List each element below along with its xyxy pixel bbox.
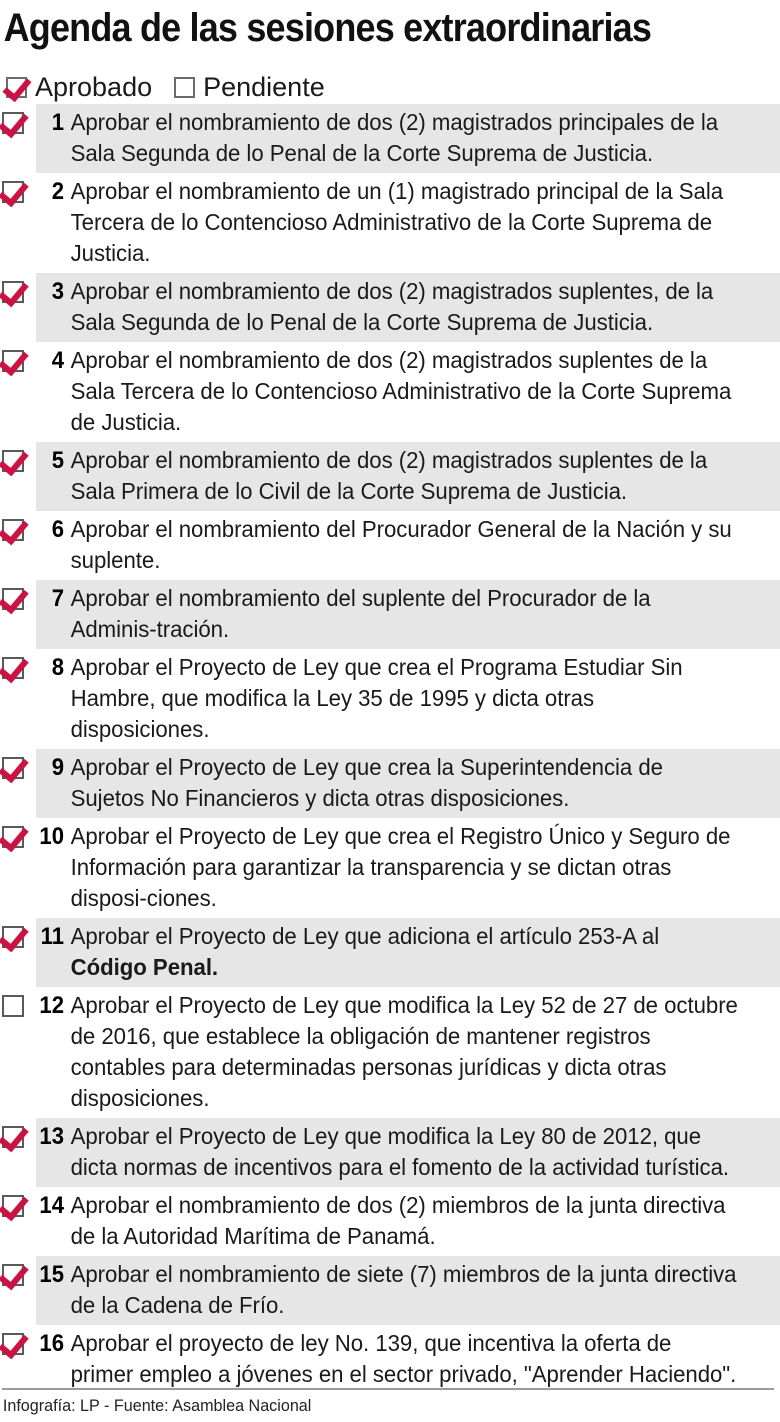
agenda-row-number: 13 bbox=[39, 1123, 64, 1150]
agenda-row-body bbox=[36, 818, 780, 918]
agenda-row-text: Aprobar el nombramiento de dos (2) magistrados suplentes, de la Sala Segunda de lo Penal de la Corte Suprema de Justicia. bbox=[70, 278, 714, 335]
footer-credit: Infografía: LP - Fuente: Asamblea Nacional bbox=[2, 1396, 312, 1415]
agenda-row-number: 2 bbox=[51, 178, 64, 205]
agenda-row-body bbox=[36, 511, 780, 580]
agenda-row-checkbox-cell bbox=[0, 342, 36, 372]
agenda-row-text: Aprobar el nombramiento del Procurador General de la Nación y su suplente. bbox=[70, 516, 732, 573]
legend-label-pendiente: Pendiente bbox=[203, 72, 325, 102]
agenda-row bbox=[0, 918, 780, 987]
agenda-row-text: Aprobar el Proyecto de Ley que crea el Registro Único y Seguro de Información para garantizar la transparencia y se dictan otras disposi-ciones. bbox=[70, 823, 731, 911]
agenda-row-text: Aprobar el nombramiento de dos (2) magistrados principales de la Sala Segunda de lo Penal de la Corte Suprema de Justicia. bbox=[70, 109, 719, 166]
agenda-row bbox=[0, 1187, 780, 1256]
agenda-row-number: 5 bbox=[51, 447, 64, 474]
checkbox-empty-icon bbox=[2, 995, 24, 1017]
agenda-row-text bbox=[64, 921, 739, 983]
checkbox-checked-icon bbox=[2, 519, 24, 541]
agenda-row-checkbox-cell bbox=[0, 649, 36, 679]
checkbox-empty-icon bbox=[174, 77, 195, 98]
checkbox-checked-icon bbox=[2, 1333, 24, 1355]
legend bbox=[0, 50, 780, 104]
agenda-row-text: Aprobar el nombramiento de dos (2) miembros de la junta directiva de la Autoridad Marítima de Panamá. bbox=[70, 1192, 726, 1249]
agenda-row bbox=[0, 1118, 780, 1187]
agenda-row bbox=[0, 987, 780, 1118]
agenda-row-body bbox=[36, 1325, 780, 1394]
agenda-row bbox=[0, 1256, 780, 1325]
checkbox-checked-icon bbox=[2, 350, 24, 372]
page-title: Agenda de las sesiones extraordinarias bbox=[3, 6, 652, 50]
agenda-row bbox=[0, 749, 780, 818]
legend-item-aprobado bbox=[6, 73, 152, 101]
checkbox-checked-icon bbox=[2, 1126, 24, 1148]
agenda-row-checkbox-cell bbox=[0, 918, 36, 948]
agenda-row bbox=[0, 442, 780, 511]
agenda-row bbox=[0, 104, 780, 173]
agenda-row-text: Aprobar el Proyecto de Ley que crea el Programa Estudiar Sin Hambre, que modifica la Ley 35 de 1995 y dicta otras disposiciones. bbox=[70, 654, 683, 742]
agenda-row-number: 14 bbox=[39, 1192, 64, 1219]
agenda-row-checkbox-cell bbox=[0, 273, 36, 303]
agenda-row-number: 12 bbox=[39, 992, 64, 1019]
agenda-row-body bbox=[36, 104, 780, 173]
agenda-row-number: 8 bbox=[51, 654, 64, 681]
agenda-row bbox=[0, 649, 780, 749]
agenda-row-checkbox-cell bbox=[0, 580, 36, 610]
agenda-row-text: Aprobar el nombramiento del suplente del Procurador de la Adminis-tración. bbox=[70, 585, 651, 642]
agenda-row bbox=[0, 173, 780, 273]
agenda-row-number: 9 bbox=[51, 754, 64, 781]
agenda-row-text: Aprobar el Proyecto de Ley que modifica la Ley 80 de 2012, que dicta normas de incentivos para el fomento de la actividad turística. bbox=[70, 1123, 729, 1180]
legend-item-pendiente bbox=[174, 73, 325, 101]
agenda-row-body bbox=[36, 1256, 780, 1325]
checkbox-checked-icon bbox=[2, 281, 24, 303]
agenda-row-number: 7 bbox=[51, 585, 64, 612]
agenda-row-text: Aprobar el nombramiento de dos (2) magistrados suplentes de la Sala Tercera de lo Contencioso Administrativo de la Corte Suprema de Justicia. bbox=[70, 347, 732, 435]
agenda-row-checkbox-cell bbox=[0, 818, 36, 848]
agenda-row-body bbox=[36, 442, 780, 511]
checkbox-checked-icon bbox=[2, 181, 24, 203]
checkbox-checked-icon bbox=[2, 112, 24, 134]
agenda-row-body bbox=[36, 273, 780, 342]
agenda-row-text-emphasis: Código Penal. bbox=[70, 954, 219, 980]
agenda-row-number: 16 bbox=[39, 1330, 64, 1357]
agenda-row-number: 10 bbox=[39, 823, 64, 850]
agenda-list bbox=[0, 104, 780, 1394]
agenda-row-text: Aprobar el proyecto de ley No. 139, que incentiva la oferta de primer empleo a jóvenes en el sector privado, "Aprender Haciendo". bbox=[70, 1330, 737, 1387]
agenda-row bbox=[0, 580, 780, 649]
checkbox-checked-icon bbox=[2, 826, 24, 848]
legend-label-aprobado: Aprobado bbox=[35, 72, 153, 102]
agenda-row-checkbox-cell bbox=[0, 173, 36, 203]
agenda-row-checkbox-cell bbox=[0, 987, 36, 1017]
checkbox-checked-icon bbox=[2, 926, 24, 948]
checkbox-checked-icon bbox=[6, 77, 27, 98]
checkbox-checked-icon bbox=[2, 757, 24, 779]
agenda-row-body bbox=[36, 987, 780, 1118]
agenda-row-body bbox=[36, 1187, 780, 1256]
checkbox-checked-icon bbox=[2, 657, 24, 679]
agenda-row-body bbox=[36, 342, 780, 442]
agenda-row-body bbox=[36, 1118, 780, 1187]
agenda-row bbox=[0, 1325, 780, 1394]
agenda-row-text-plain: Aprobar el Proyecto de Ley que adiciona el artículo 253-A al bbox=[70, 923, 660, 949]
agenda-row-text: Aprobar el Proyecto de Ley que modifica la Ley 52 de 27 de octubre de 2016, que establece la obligación de mantener registros contables para determinadas personas jurídicas y dicta otras disposiciones. bbox=[70, 992, 738, 1111]
footer-divider bbox=[2, 1388, 774, 1390]
agenda-row-body bbox=[36, 649, 780, 749]
agenda-row-body bbox=[36, 918, 780, 987]
checkbox-checked-icon bbox=[2, 450, 24, 472]
agenda-row-checkbox-cell bbox=[0, 442, 36, 472]
agenda-row-checkbox-cell bbox=[0, 1256, 36, 1286]
agenda-row bbox=[0, 342, 780, 442]
agenda-row-number: 1 bbox=[51, 109, 64, 136]
agenda-row-number: 6 bbox=[51, 516, 64, 543]
footer bbox=[0, 1388, 780, 1416]
agenda-row-body bbox=[36, 173, 780, 273]
checkbox-checked-icon bbox=[2, 1264, 24, 1286]
agenda-row-text: Aprobar el Proyecto de Ley que crea la Superintendencia de Sujetos No Financieros y dicta otras disposiciones. bbox=[70, 754, 663, 811]
agenda-row-text: Aprobar el nombramiento de un (1) magistrado principal de la Sala Tercera de lo Contencioso Administrativo de la Corte Suprema de Justicia. bbox=[70, 178, 724, 266]
agenda-row-checkbox-cell bbox=[0, 511, 36, 541]
agenda-row bbox=[0, 273, 780, 342]
agenda-row-checkbox-cell bbox=[0, 104, 36, 134]
agenda-row-checkbox-cell bbox=[0, 1187, 36, 1217]
agenda-row-body bbox=[36, 580, 780, 649]
agenda-row-number: 15 bbox=[39, 1261, 64, 1288]
agenda-row bbox=[0, 511, 780, 580]
agenda-row-number: 11 bbox=[40, 923, 64, 950]
agenda-row-checkbox-cell bbox=[0, 1118, 36, 1148]
agenda-row-number: 4 bbox=[51, 347, 64, 374]
checkbox-checked-icon bbox=[2, 1195, 24, 1217]
agenda-row-checkbox-cell bbox=[0, 1325, 36, 1355]
agenda-row-body bbox=[36, 749, 780, 818]
checkbox-checked-icon bbox=[2, 588, 24, 610]
agenda-row-number: 3 bbox=[51, 278, 64, 305]
agenda-row-text: Aprobar el nombramiento de dos (2) magistrados suplentes de la Sala Primera de lo Civil de la Corte Suprema de Justicia. bbox=[70, 447, 708, 504]
agenda-row bbox=[0, 818, 780, 918]
agenda-row-checkbox-cell bbox=[0, 749, 36, 779]
agenda-row-text: Aprobar el nombramiento de siete (7) miembros de la junta directiva de la Cadena de Frío. bbox=[70, 1261, 737, 1318]
